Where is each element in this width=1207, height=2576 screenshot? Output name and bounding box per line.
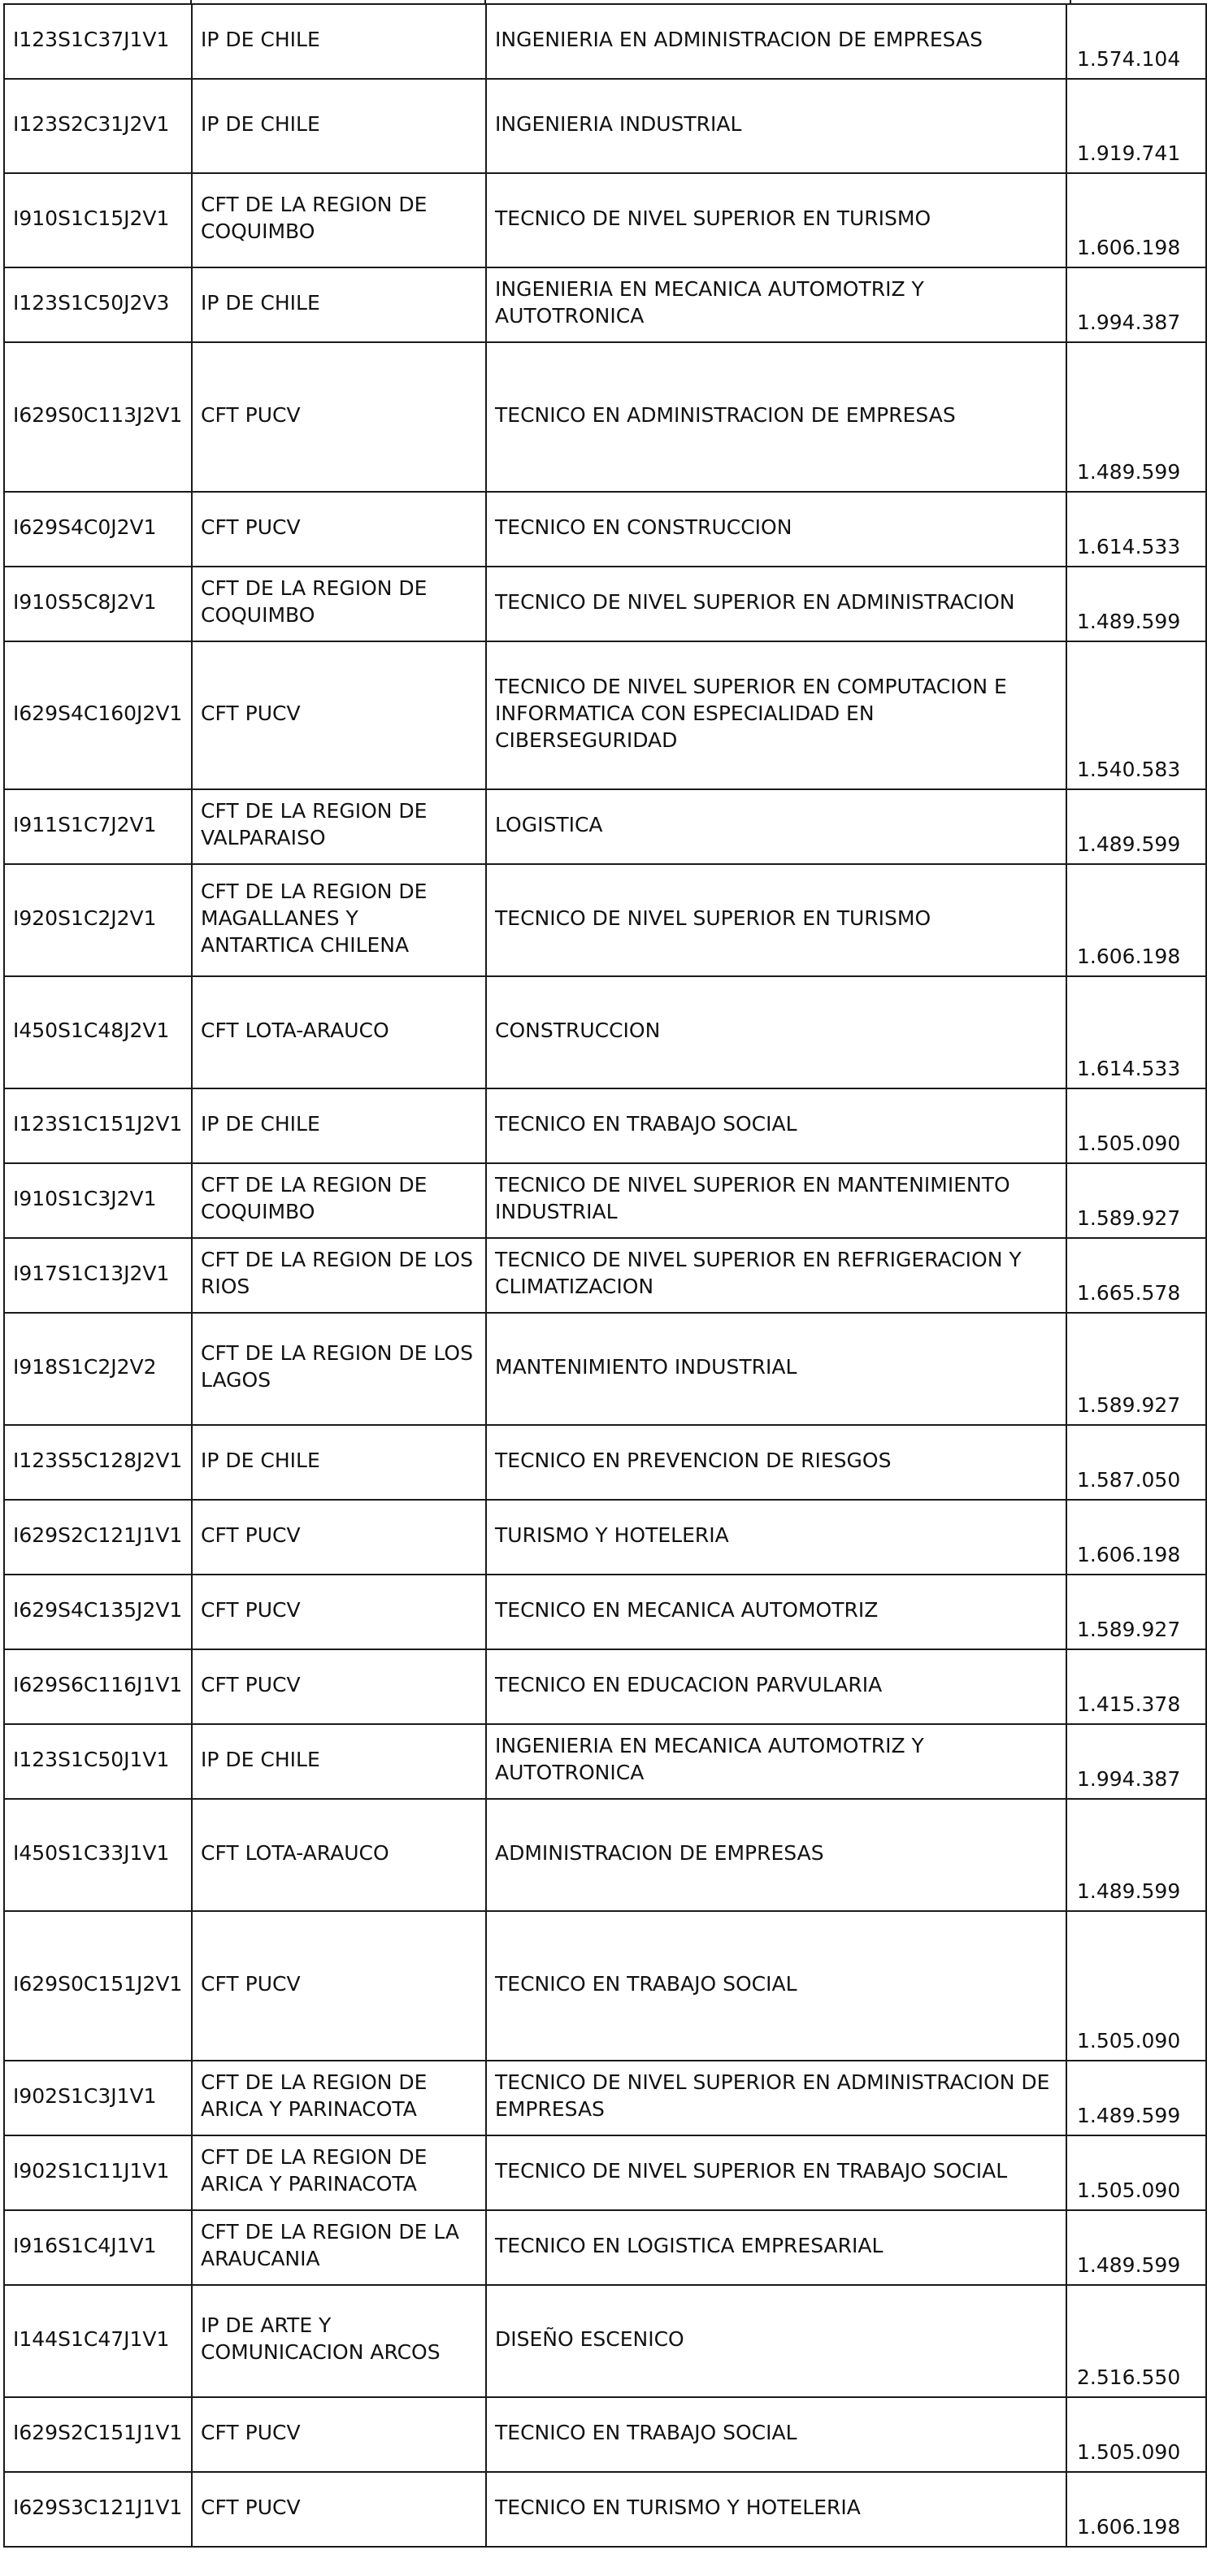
cell-program xyxy=(486,1500,1066,1575)
cell-amount-text: 1.505.090 xyxy=(1077,2179,1181,2202)
cell-institution-text: CFT DE LA REGION DE ARICA Y PARINACOTA xyxy=(201,2070,428,2121)
cell-amount xyxy=(1066,641,1206,789)
cell-code-text: I123S5C128J2V1 xyxy=(13,1448,183,1472)
cell-program-text: TECNICO EN CONSTRUCCION xyxy=(495,515,792,539)
cell-institution-text: CFT DE LA REGION DE LOS RIOS xyxy=(201,1248,473,1298)
cell-institution xyxy=(192,1088,486,1163)
cell-institution xyxy=(192,267,486,342)
cell-code-text: I920S1C2J2V1 xyxy=(13,906,157,930)
cell-code-text: I629S2C121J1V1 xyxy=(13,1523,183,1547)
cell-amount xyxy=(1066,1313,1206,1425)
cell-amount xyxy=(1066,1425,1206,1500)
cell-code xyxy=(4,567,192,641)
cell-code xyxy=(4,4,192,79)
cell-program-text: ADMINISTRACION DE EMPRESAS xyxy=(495,1840,824,1865)
cell-code xyxy=(4,2472,192,2547)
cell-program-text: DISEÑO ESCENICO xyxy=(495,2326,684,2351)
cell-amount xyxy=(1066,2135,1206,2210)
cell-amount-text: 1.415.378 xyxy=(1077,1692,1181,1716)
cell-program xyxy=(486,567,1066,641)
cell-program-text: TECNICO DE NIVEL SUPERIOR EN TURISMO xyxy=(495,906,931,930)
cell-institution xyxy=(192,1724,486,1799)
cell-institution xyxy=(192,2285,486,2397)
cell-program xyxy=(486,1425,1066,1500)
cell-amount xyxy=(1066,976,1206,1088)
cell-institution-text: CFT PUCV xyxy=(201,701,301,725)
cell-code-text: I629S0C151J2V1 xyxy=(13,1971,183,1996)
table-row xyxy=(4,492,1206,567)
cell-institution-text: CFT DE LA REGION DE COQUIMBO xyxy=(201,1173,428,1223)
table-row xyxy=(4,641,1206,789)
cell-code xyxy=(4,1238,192,1313)
cell-institution-text: CFT PUCV xyxy=(201,2495,301,2519)
cell-institution-text: CFT PUCV xyxy=(201,402,301,427)
table-row xyxy=(4,864,1206,976)
cell-institution xyxy=(192,864,486,976)
funding-table xyxy=(3,3,1207,2548)
table-row xyxy=(4,976,1206,1088)
cell-amount-text: 1.587.050 xyxy=(1077,1468,1181,1492)
cell-institution-text: IP DE CHILE xyxy=(201,27,320,51)
cell-institution xyxy=(192,976,486,1088)
table-row xyxy=(4,4,1206,79)
cell-institution-text: IP DE CHILE xyxy=(201,111,320,136)
cell-code-text: I123S2C31J2V1 xyxy=(13,111,170,136)
cell-amount xyxy=(1066,1575,1206,1649)
cell-code-text: I123S1C50J1V1 xyxy=(13,1747,170,1771)
cell-amount-text: 1.489.599 xyxy=(1077,2253,1181,2277)
cell-code-text: I902S1C11J1V1 xyxy=(13,2158,170,2183)
table-row xyxy=(4,1575,1206,1649)
table-row xyxy=(4,1425,1206,1500)
cell-amount-text: 1.505.090 xyxy=(1077,2440,1181,2464)
table-row xyxy=(4,267,1206,342)
cell-code-text: I144S1C47J1V1 xyxy=(13,2326,170,2351)
cell-program-text: TECNICO DE NIVEL SUPERIOR EN REFRIGERACION Y CLIMATIZACION xyxy=(495,1248,1022,1298)
cell-program-text: MANTENIMIENTO INDUSTRIAL xyxy=(495,1354,797,1379)
cell-program xyxy=(486,342,1066,492)
cell-institution xyxy=(192,2397,486,2472)
cell-program xyxy=(486,2135,1066,2210)
cell-institution xyxy=(192,2135,486,2210)
cell-program xyxy=(486,1724,1066,1799)
cell-program-text: TECNICO EN EDUCACION PARVULARIA xyxy=(495,1672,883,1696)
cell-code-text: I629S4C135J2V1 xyxy=(13,1597,183,1622)
cell-code-text: I450S1C48J2V1 xyxy=(13,1018,170,1042)
table-row xyxy=(4,1911,1206,2061)
cell-amount xyxy=(1066,1649,1206,1724)
cell-amount xyxy=(1066,2210,1206,2285)
cell-code-text: I629S6C116J1V1 xyxy=(13,1672,183,1696)
table-row xyxy=(4,2285,1206,2397)
cell-program-text: TECNICO EN TRABAJO SOCIAL xyxy=(495,2420,797,2444)
table-row xyxy=(4,2397,1206,2472)
cell-program-text: TECNICO EN PREVENCION DE RIESGOS xyxy=(495,1448,892,1472)
cell-code xyxy=(4,1649,192,1724)
cell-amount xyxy=(1066,2285,1206,2397)
cell-amount-text: 1.574.104 xyxy=(1077,47,1181,71)
cell-institution xyxy=(192,79,486,173)
cell-institution-text: CFT DE LA REGION DE LA ARAUCANIA xyxy=(201,2220,459,2270)
cell-code xyxy=(4,2397,192,2472)
cell-code-text: I902S1C3J1V1 xyxy=(13,2083,157,2108)
cell-program xyxy=(486,79,1066,173)
cell-code xyxy=(4,864,192,976)
cell-program xyxy=(486,1088,1066,1163)
table-row xyxy=(4,2210,1206,2285)
cell-code xyxy=(4,342,192,492)
cell-institution-text: CFT PUCV xyxy=(201,515,301,539)
table-row xyxy=(4,789,1206,864)
cell-program xyxy=(486,2285,1066,2397)
cell-amount-text: 1.489.599 xyxy=(1077,832,1181,856)
cell-amount xyxy=(1066,1911,1206,2061)
cell-program xyxy=(486,1313,1066,1425)
cell-amount xyxy=(1066,2472,1206,2547)
cell-amount-text: 2.516.550 xyxy=(1077,2365,1181,2389)
cell-code-text: I629S4C0J2V1 xyxy=(13,515,157,539)
cell-institution xyxy=(192,1911,486,2061)
cell-program-text: TECNICO EN TRABAJO SOCIAL xyxy=(495,1971,797,1996)
cell-program-text: TECNICO DE NIVEL SUPERIOR EN TRABAJO SOCIAL xyxy=(495,2158,1008,2183)
cell-program xyxy=(486,2061,1066,2135)
table-row xyxy=(4,1238,1206,1313)
cell-program xyxy=(486,976,1066,1088)
cell-amount-text: 1.994.387 xyxy=(1077,311,1181,334)
cell-institution xyxy=(192,492,486,567)
cell-amount-text: 1.665.578 xyxy=(1077,1281,1181,1305)
cell-amount-text: 1.540.583 xyxy=(1077,758,1181,781)
cell-institution-text: CFT DE LA REGION DE ARICA Y PARINACOTA xyxy=(201,2145,428,2196)
cell-institution-text: IP DE ARTE Y COMUNICACION ARCOS xyxy=(201,2313,441,2364)
cell-program-text: TECNICO EN ADMINISTRACION DE EMPRESAS xyxy=(495,402,956,427)
cell-program xyxy=(486,267,1066,342)
cell-institution xyxy=(192,789,486,864)
cell-program xyxy=(486,1163,1066,1238)
cell-code-text: I916S1C4J1V1 xyxy=(13,2233,157,2257)
table-row xyxy=(4,1724,1206,1799)
cell-code xyxy=(4,1163,192,1238)
cell-code-text: I123S1C50J2V3 xyxy=(13,290,170,315)
cell-code xyxy=(4,2210,192,2285)
cell-code-text: I911S1C7J2V1 xyxy=(13,812,157,836)
cell-amount-text: 1.606.198 xyxy=(1077,2515,1181,2539)
cell-code xyxy=(4,976,192,1088)
cell-amount xyxy=(1066,267,1206,342)
cell-amount xyxy=(1066,4,1206,79)
cell-code xyxy=(4,79,192,173)
table-row xyxy=(4,173,1206,267)
cell-amount-text: 1.606.198 xyxy=(1077,1543,1181,1566)
cell-amount xyxy=(1066,173,1206,267)
cell-institution-text: CFT DE LA REGION DE COQUIMBO xyxy=(201,576,428,627)
cell-institution xyxy=(192,1649,486,1724)
cell-program-text: TECNICO DE NIVEL SUPERIOR EN TURISMO xyxy=(495,206,931,230)
cell-institution-text: CFT DE LA REGION DE MAGALLANES Y ANTARTICA CHILENA xyxy=(201,879,428,957)
cell-program xyxy=(486,2472,1066,2547)
cell-amount xyxy=(1066,789,1206,864)
cell-code-text: I123S1C37J1V1 xyxy=(13,27,170,51)
table-body xyxy=(4,4,1206,2547)
cell-code xyxy=(4,267,192,342)
table-row xyxy=(4,2061,1206,2135)
cell-code-text: I629S2C151J1V1 xyxy=(13,2420,183,2444)
cell-program xyxy=(486,1238,1066,1313)
cell-program-text: TECNICO DE NIVEL SUPERIOR EN COMPUTACION E INFORMATICA CON ESPECIALIDAD EN CIBERSEGURIDAD xyxy=(495,674,1007,752)
cell-program xyxy=(486,1799,1066,1911)
cell-program xyxy=(486,492,1066,567)
cell-code xyxy=(4,2285,192,2397)
cell-amount xyxy=(1066,342,1206,492)
cell-code xyxy=(4,492,192,567)
cell-program xyxy=(486,4,1066,79)
cell-amount-text: 1.489.599 xyxy=(1077,1879,1181,1903)
cell-program-text: TECNICO DE NIVEL SUPERIOR EN ADMINISTRACION xyxy=(495,589,1015,614)
cell-code xyxy=(4,789,192,864)
cell-institution xyxy=(192,641,486,789)
cell-program xyxy=(486,1649,1066,1724)
cell-amount-text: 1.606.198 xyxy=(1077,945,1181,968)
cell-institution-text: CFT DE LA REGION DE LOS LAGOS xyxy=(201,1341,473,1392)
cell-institution-text: CFT DE LA REGION DE COQUIMBO xyxy=(201,193,428,243)
cell-institution-text: IP DE CHILE xyxy=(201,290,320,315)
cell-code-text: I910S5C8J2V1 xyxy=(13,589,157,614)
cell-program xyxy=(486,789,1066,864)
cell-amount xyxy=(1066,567,1206,641)
cell-institution-text: IP DE CHILE xyxy=(201,1747,320,1771)
cell-institution xyxy=(192,1238,486,1313)
cell-amount xyxy=(1066,2061,1206,2135)
cell-institution xyxy=(192,2061,486,2135)
cell-code xyxy=(4,173,192,267)
cell-institution xyxy=(192,1425,486,1500)
cell-institution-text: CFT PUCV xyxy=(201,1597,301,1622)
cell-amount-text: 1.505.090 xyxy=(1077,2029,1181,2053)
cell-code xyxy=(4,1425,192,1500)
table-row xyxy=(4,1500,1206,1575)
cell-program-text: LOGISTICA xyxy=(495,812,603,836)
cell-amount-text: 1.489.599 xyxy=(1077,610,1181,633)
cell-program-text: TECNICO EN LOGISTICA EMPRESARIAL xyxy=(495,2233,884,2257)
cell-code-text: I917S1C13J2V1 xyxy=(13,1261,170,1285)
cell-code-text: I910S1C3J2V1 xyxy=(13,1186,157,1210)
cell-amount-text: 1.614.533 xyxy=(1077,1057,1181,1080)
cell-amount-text: 1.589.927 xyxy=(1077,1618,1181,1641)
cell-program-text: INGENIERIA EN MECANICA AUTOMOTRIZ Y AUTOTRONICA xyxy=(495,1734,924,1784)
cell-program xyxy=(486,2397,1066,2472)
cell-amount xyxy=(1066,1238,1206,1313)
table-row xyxy=(4,342,1206,492)
table-row xyxy=(4,1088,1206,1163)
cell-institution xyxy=(192,1313,486,1425)
table-row xyxy=(4,1649,1206,1724)
cell-program xyxy=(486,1911,1066,2061)
cell-code xyxy=(4,2061,192,2135)
cell-amount xyxy=(1066,1500,1206,1575)
table-row xyxy=(4,1163,1206,1238)
cell-amount-text: 1.505.090 xyxy=(1077,1132,1181,1155)
cell-program-text: TECNICO EN TRABAJO SOCIAL xyxy=(495,1111,797,1136)
cell-code xyxy=(4,1313,192,1425)
cell-amount-text: 1.919.741 xyxy=(1077,141,1181,165)
cell-institution xyxy=(192,1575,486,1649)
cell-institution-text: CFT LOTA-ARAUCO xyxy=(201,1018,389,1042)
cell-code-text: I910S1C15J2V1 xyxy=(13,206,170,230)
cell-institution xyxy=(192,173,486,267)
cell-program-text: INGENIERIA INDUSTRIAL xyxy=(495,111,742,136)
cell-institution xyxy=(192,1799,486,1911)
table-row xyxy=(4,567,1206,641)
cell-amount xyxy=(1066,1799,1206,1911)
table-row xyxy=(4,1313,1206,1425)
cell-amount-text: 1.589.927 xyxy=(1077,1393,1181,1417)
cell-institution-text: IP DE CHILE xyxy=(201,1111,320,1136)
cell-code-text: I918S1C2J2V2 xyxy=(13,1354,157,1379)
cell-code xyxy=(4,641,192,789)
cell-program xyxy=(486,1575,1066,1649)
cell-institution-text: CFT PUCV xyxy=(201,2420,301,2444)
cell-program-text: INGENIERIA EN MECANICA AUTOMOTRIZ Y AUTOTRONICA xyxy=(495,277,924,328)
cell-program-text: CONSTRUCCION xyxy=(495,1018,661,1042)
cell-institution-text: IP DE CHILE xyxy=(201,1448,320,1472)
cell-institution xyxy=(192,2472,486,2547)
cell-amount xyxy=(1066,79,1206,173)
cell-code xyxy=(4,1724,192,1799)
table-row xyxy=(4,1799,1206,1911)
cell-amount-text: 1.589.927 xyxy=(1077,1206,1181,1230)
cell-institution xyxy=(192,2210,486,2285)
cell-code xyxy=(4,1575,192,1649)
cell-amount-text: 1.606.198 xyxy=(1077,236,1181,259)
cell-code-text: I450S1C33J1V1 xyxy=(13,1840,170,1865)
cell-institution xyxy=(192,567,486,641)
cell-program-text: TURISMO Y HOTELERIA xyxy=(495,1523,729,1547)
cell-program-text: TECNICO EN MECANICA AUTOMOTRIZ xyxy=(495,1597,879,1622)
cell-code xyxy=(4,1911,192,2061)
cell-program-text: TECNICO EN TURISMO Y HOTELERIA xyxy=(495,2495,861,2519)
cell-code-text: I629S4C160J2V1 xyxy=(13,701,183,725)
cell-program xyxy=(486,2210,1066,2285)
table-row xyxy=(4,79,1206,173)
table-row xyxy=(4,2472,1206,2547)
cell-institution xyxy=(192,4,486,79)
cell-institution xyxy=(192,1163,486,1238)
cell-institution xyxy=(192,342,486,492)
cell-program xyxy=(486,173,1066,267)
cell-amount-text: 1.489.599 xyxy=(1077,460,1181,484)
cell-institution-text: CFT LOTA-ARAUCO xyxy=(201,1840,389,1865)
cell-institution-text: CFT DE LA REGION DE VALPARAISO xyxy=(201,799,428,849)
cell-code-text: I123S1C151J2V1 xyxy=(13,1111,183,1136)
cell-program xyxy=(486,641,1066,789)
cell-code-text: I629S0C113J2V1 xyxy=(13,402,183,427)
table-row xyxy=(4,2135,1206,2210)
cell-amount xyxy=(1066,1088,1206,1163)
cell-code xyxy=(4,1088,192,1163)
cell-amount-text: 1.489.599 xyxy=(1077,2104,1181,2127)
cell-code-text: I629S3C121J1V1 xyxy=(13,2495,183,2519)
cell-institution-text: CFT PUCV xyxy=(201,1672,301,1696)
cell-code xyxy=(4,1500,192,1575)
cell-amount-text: 1.994.387 xyxy=(1077,1767,1181,1791)
cell-institution xyxy=(192,1500,486,1575)
cell-amount xyxy=(1066,1163,1206,1238)
cell-amount xyxy=(1066,2397,1206,2472)
cell-amount xyxy=(1066,1724,1206,1799)
cell-program-text: TECNICO DE NIVEL SUPERIOR EN ADMINISTRACION DE EMPRESAS xyxy=(495,2070,1050,2121)
cell-institution-text: CFT PUCV xyxy=(201,1971,301,1996)
cell-program xyxy=(486,864,1066,976)
cell-program-text: INGENIERIA EN ADMINISTRACION DE EMPRESAS xyxy=(495,27,983,51)
cell-institution-text: CFT PUCV xyxy=(201,1523,301,1547)
cell-amount-text: 1.614.533 xyxy=(1077,535,1181,558)
cell-amount xyxy=(1066,864,1206,976)
cell-code xyxy=(4,1799,192,1911)
cell-program-text: TECNICO DE NIVEL SUPERIOR EN MANTENIMIENTO INDUSTRIAL xyxy=(495,1173,1010,1223)
cell-amount xyxy=(1066,492,1206,567)
cell-code xyxy=(4,2135,192,2210)
